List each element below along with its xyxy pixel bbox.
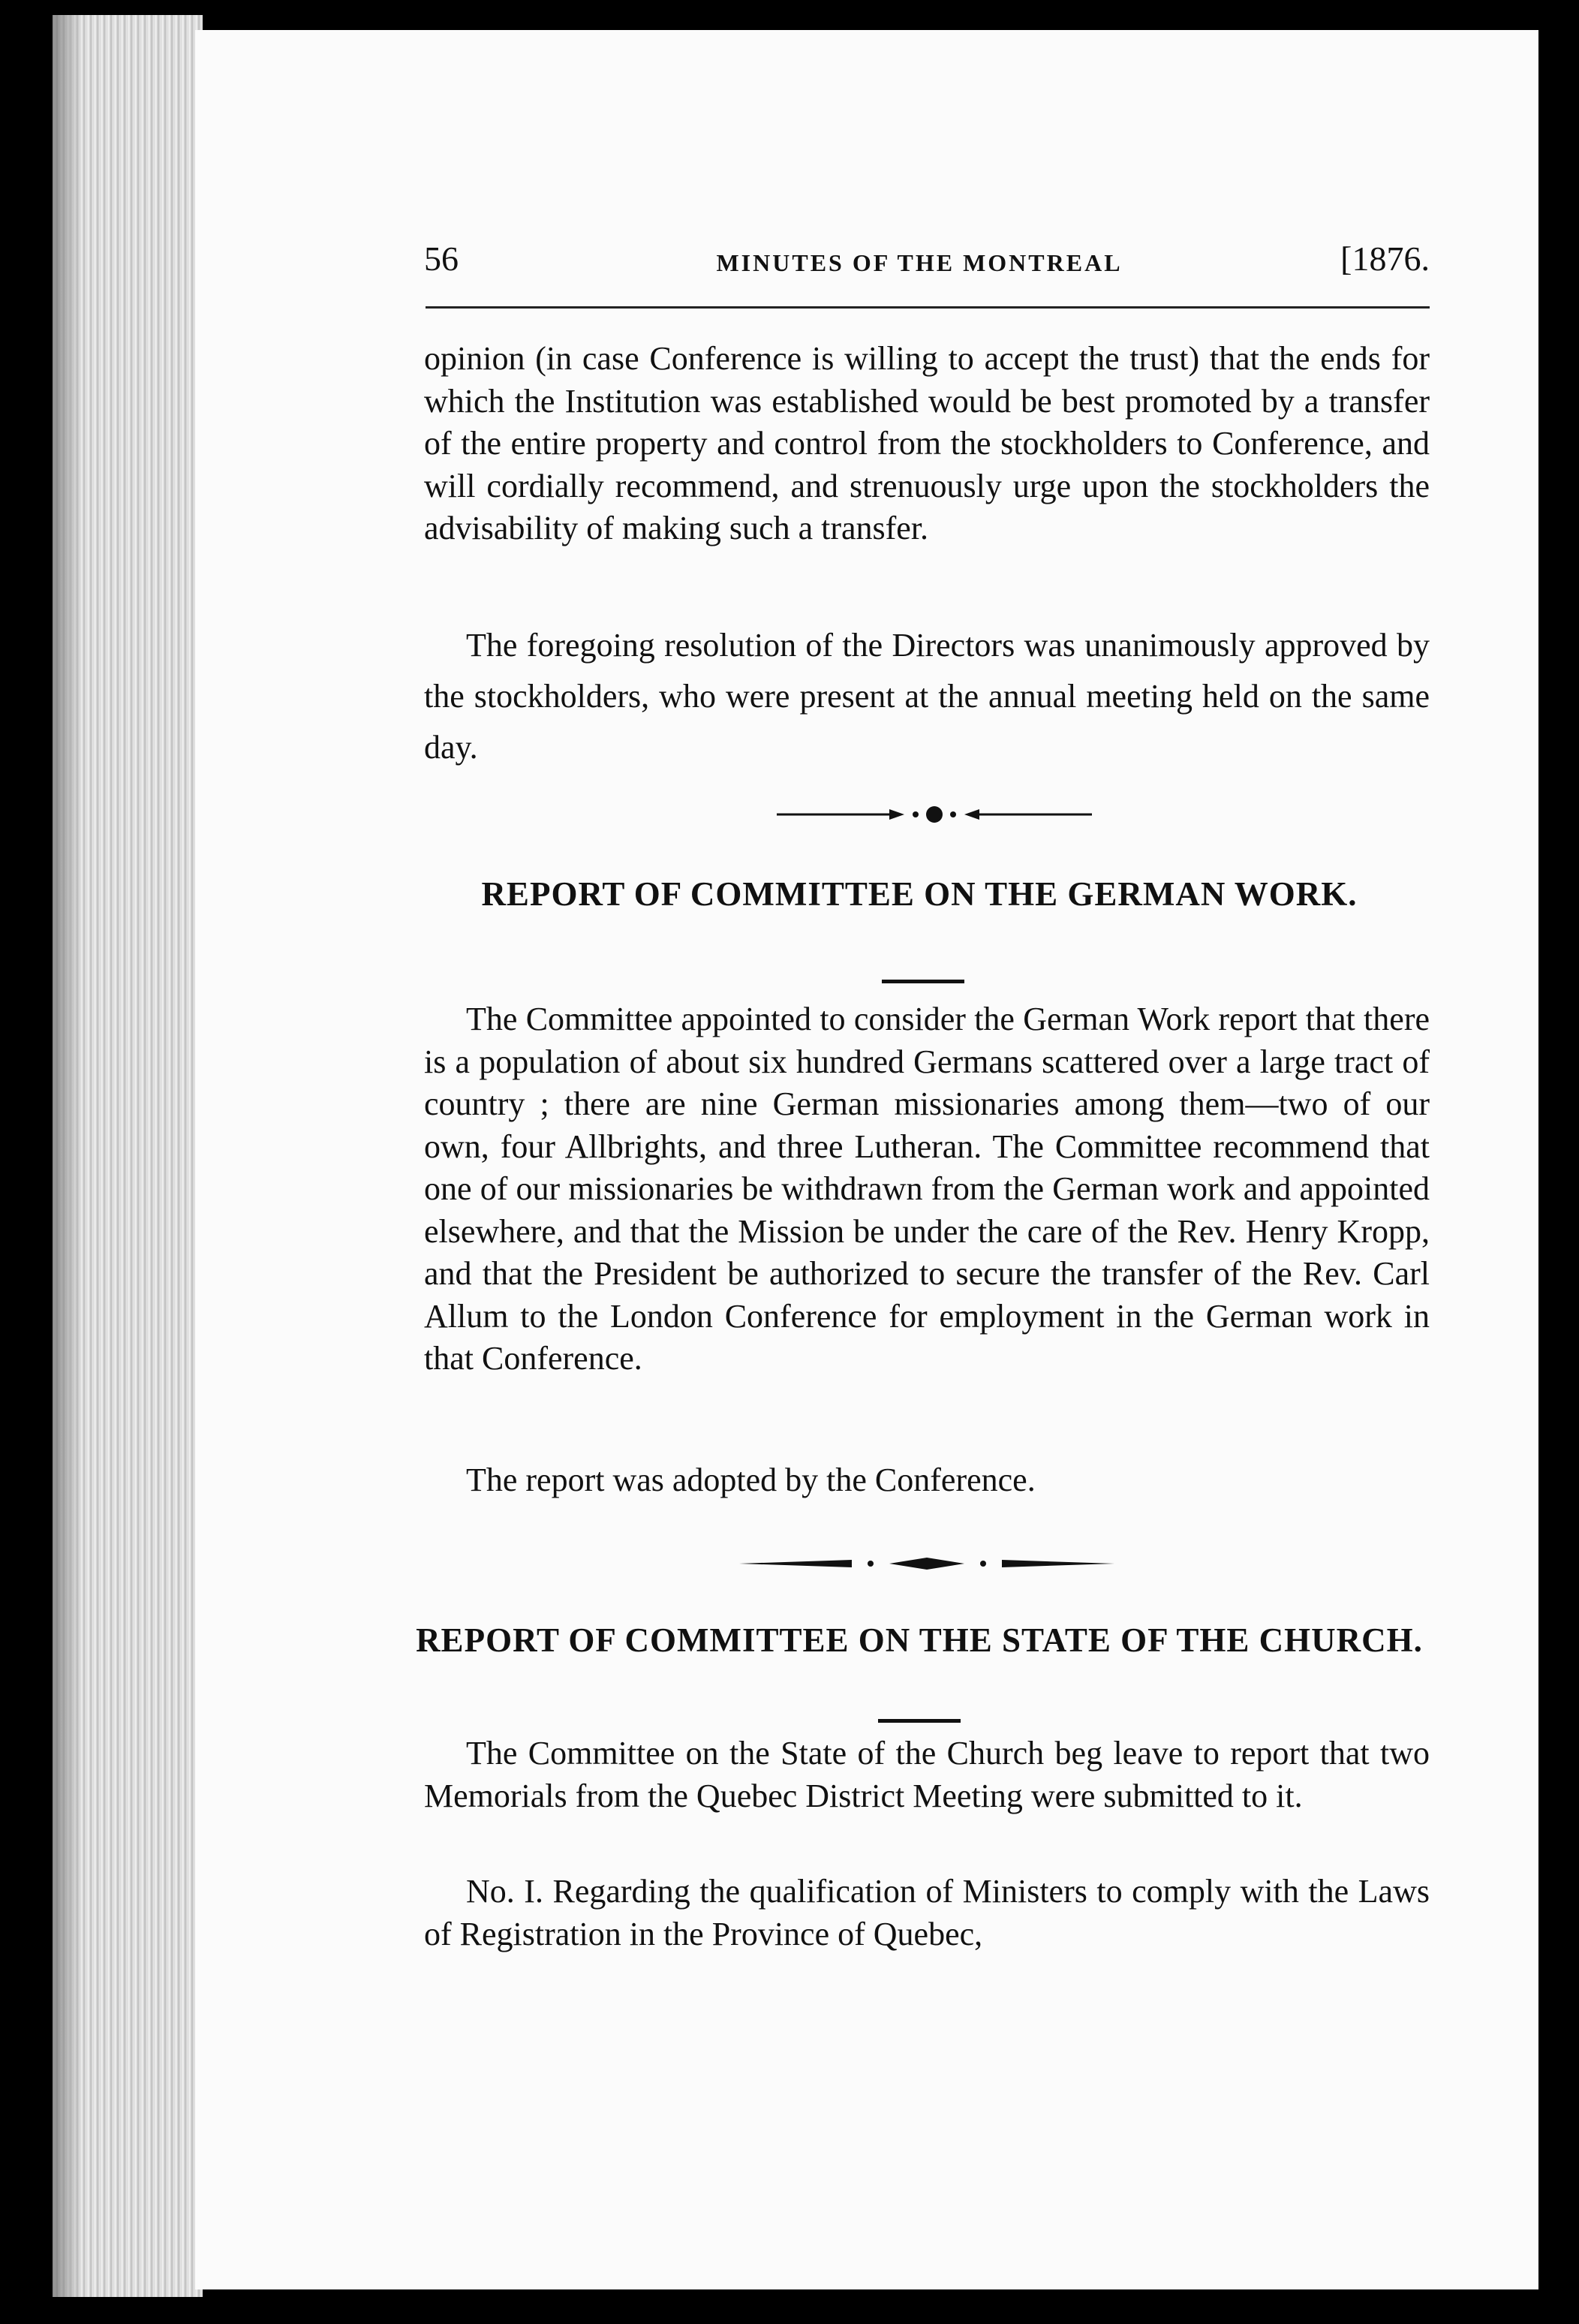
running-head-title: MINUTES OF THE MONTREAL [716,249,1123,276]
ornament-divider-2 [739,1552,1114,1575]
paragraph-german-adopted: The report was adopted by the Conference. [466,1462,1036,1498]
paragraph-memorial-one: No. I. Regarding the qualification of Ministers to comply with the Laws of Registration in the Province of Quebec, [424,1873,1430,1952]
paragraph-church-report: The Committee on the State of the Church beg leave to report that two Memorials from the Quebec District Meeting were submitted to it. [424,1735,1430,1814]
running-head [409,239,1430,291]
heading-rule-church [878,1719,961,1723]
paragraph-opinion: opinion (in case Conference is willing to accept the trust) that the ends for which the Institution was established would be best promoted by a transfer of the entire property and control from the stockholders to Conference, and will cordially recommend, and strenuously urge upon the stockholders the advisability of making such a transfer. [424,340,1430,546]
header-rule [426,306,1430,309]
heading-german-work: REPORT OF COMMITTEE ON THE GERMAN WORK. [481,875,1358,913]
paragraph-german-report: The Committee appointed to consider the German Work report that there is a population of about six hundred Germans scattered over a large tract of country ; there are nine German missionaries among them—two of our own, four Allbrights, and three Lutheran. The Committee recommend that one of our missionaries be withdrawn from the German work and appointed elsewhere, and that the Mission be under the care of the Rev. Henry Kropp, and that the President be authorized to secure the transfer of the Rev. Carl Allum to the London Conference for employment in the German work in that Conference. [424,1001,1430,1377]
page-number: 56 [424,239,459,278]
paragraph-resolution-approved: The foregoing resolution of the Directors was unanimously approved by the stockholders, who were present at the annual meeting held on the same day. [424,627,1430,766]
running-head-year: [1876. [1340,239,1430,278]
scan-border [1538,0,1579,2324]
ornament-divider-1 [777,803,1092,826]
heading-rule-german [882,980,964,983]
heading-state-of-church: REPORT OF COMMITTEE ON THE STATE OF THE CHURCH. [416,1621,1423,1659]
gutter-shadow [53,15,83,2297]
